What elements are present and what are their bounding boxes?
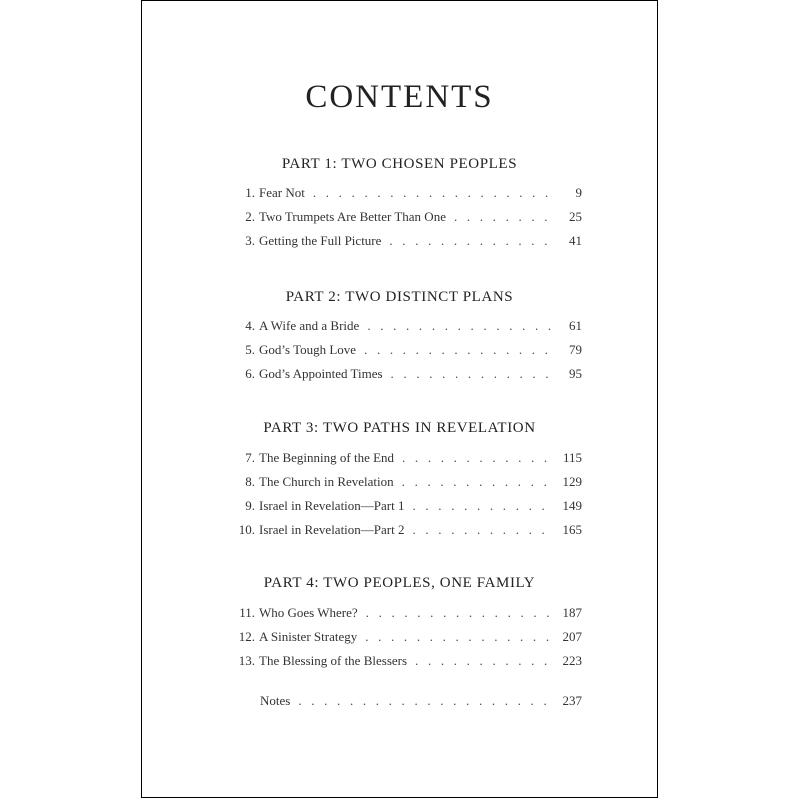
chapter-number: 8. xyxy=(245,474,255,489)
toc-entry xyxy=(232,342,582,362)
chapter-title: God’s Appointed Times xyxy=(259,366,383,381)
page-number: 61 xyxy=(569,318,582,333)
dot-leader xyxy=(313,185,552,201)
page-number: 165 xyxy=(562,522,582,537)
page-number: 115 xyxy=(562,450,582,465)
chapter-title: Getting the Full Picture xyxy=(259,233,382,248)
page-title: CONTENTS xyxy=(305,79,494,115)
chapter-number: 13. xyxy=(238,653,255,668)
chapter-title: The Church in Revelation xyxy=(259,474,394,489)
chapter-number: 10. xyxy=(238,522,255,537)
toc-entry xyxy=(232,498,582,518)
chapter-number: 11. xyxy=(239,605,255,620)
chapter-title: Israel in Revelation—Part 1 xyxy=(259,498,405,513)
page-number: 187 xyxy=(562,605,582,620)
dot-leader xyxy=(402,474,552,490)
page-number: 149 xyxy=(562,498,582,513)
page-number: 79 xyxy=(569,342,582,357)
chapter-number: 1. xyxy=(245,185,255,200)
toc-entry xyxy=(232,233,582,253)
page-number: 129 xyxy=(562,474,582,489)
chapter-number: 6. xyxy=(245,366,255,381)
toc-entry xyxy=(232,450,582,470)
dot-leader xyxy=(415,653,552,669)
chapter-title: The Blessing of the Blessers xyxy=(259,653,408,668)
toc-entry xyxy=(232,629,582,649)
page-number: 25 xyxy=(569,209,582,224)
part-2-heading: PART 2: TWO DISTINCT PLANS xyxy=(285,289,514,305)
chapter-number: 5. xyxy=(245,342,255,357)
dot-leader xyxy=(391,366,552,382)
toc-entry xyxy=(232,522,582,542)
chapter-title: God’s Tough Love xyxy=(259,342,357,357)
toc-entry xyxy=(232,318,582,338)
dot-leader xyxy=(402,450,552,466)
part-1-heading: PART 1: TWO CHOSEN PEOPLES xyxy=(281,156,518,172)
dot-leader xyxy=(454,209,552,225)
page-number: 41 xyxy=(569,233,582,248)
chapter-title: A Wife and a Bride xyxy=(259,318,360,333)
page-number: 237 xyxy=(562,693,582,708)
dot-leader xyxy=(367,318,552,334)
chapter-number: 7. xyxy=(245,450,255,465)
chapter-number: 12. xyxy=(238,629,255,644)
chapter-title: Israel in Revelation—Part 2 xyxy=(259,522,405,537)
part-4-heading: PART 4: TWO PEOPLES, ONE FAMILY xyxy=(263,575,536,591)
dot-leader xyxy=(389,233,552,249)
dot-leader xyxy=(413,498,553,514)
chapter-title: Fear Not xyxy=(259,185,305,200)
chapter-number: 2. xyxy=(245,209,255,224)
toc-entry xyxy=(232,366,582,386)
page-number: 223 xyxy=(562,653,582,668)
dot-leader xyxy=(298,693,552,709)
chapter-number: 4. xyxy=(245,318,255,333)
chapter-number: 9. xyxy=(245,498,255,513)
chapter-title: Two Trumpets Are Better Than One xyxy=(259,209,446,224)
page-number: 9 xyxy=(575,185,582,200)
dot-leader xyxy=(366,605,552,621)
dot-leader xyxy=(364,342,552,358)
page-number: 95 xyxy=(569,366,582,381)
chapter-title: Who Goes Where? xyxy=(259,605,358,620)
chapter-title: The Beginning of the End xyxy=(259,450,395,465)
toc-entry xyxy=(232,474,582,494)
dot-leader xyxy=(365,629,552,645)
toc-notes-entry xyxy=(256,693,582,713)
chapter-title: A Sinister Strategy xyxy=(259,629,358,644)
dot-leader xyxy=(413,522,553,538)
book-page xyxy=(141,0,658,798)
toc-entry xyxy=(232,605,582,625)
notes-title: Notes xyxy=(260,693,291,708)
toc-entry xyxy=(232,209,582,229)
chapter-number: 3. xyxy=(245,233,255,248)
toc-entry xyxy=(232,185,582,205)
toc-entry xyxy=(232,653,582,673)
page-number: 207 xyxy=(562,629,582,644)
part-3-heading: PART 3: TWO PATHS IN REVELATION xyxy=(263,420,536,436)
